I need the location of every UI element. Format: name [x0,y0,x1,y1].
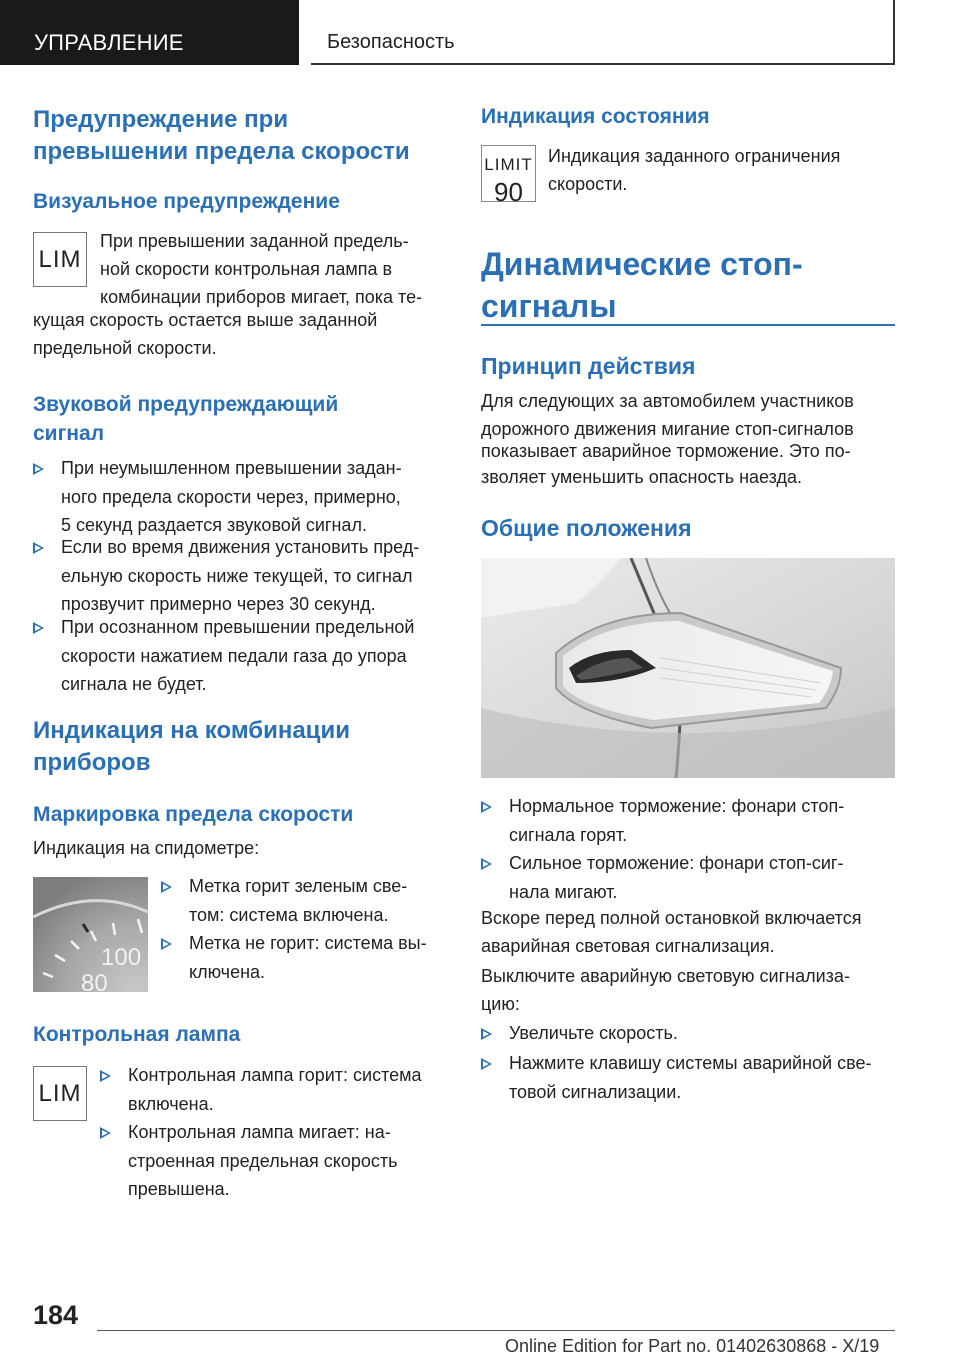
principle-line-3: показывает аварийное торможение. Это по- [481,441,851,461]
general-item-1: Нормальное торможение: фонари стоп- сигнала горят. [481,792,895,849]
lim-lamp-icon: LIM [33,232,87,287]
bullet-triangle-icon [100,1127,111,1139]
bullet-triangle-icon [33,463,44,475]
principle-line-4: зволяет уменьшить опасность наезда. [481,467,803,487]
topic-tab [311,0,895,65]
bullet-triangle-icon [481,1058,492,1070]
marking-item-2: Метка не горит: система вы- ключена. [161,929,451,986]
bullet-triangle-icon [161,938,172,950]
speedo-label-100: 100 [101,944,142,971]
bullet-triangle-icon [33,542,44,554]
principle-line-2: дорожного движения мигание стоп-сигналов [481,419,854,439]
hazard-line-2: аварийная световая сигнализация. [481,936,775,956]
off-line-1: Выключите аварийную световую сигнализа- [481,966,850,986]
speedo-label-80: 80 [81,970,108,992]
heading-speed-marking: Маркировка предела скорости [33,803,354,826]
topic-title: Безопасность [327,31,455,53]
heading-speed-warning: Предупреждение при превышении предела скорости [33,106,410,166]
chapter-title: УПРАВЛЕНИЕ [34,30,184,55]
visual-text-line-5: предельной скорости. [33,338,217,358]
general-item-2: Сильное торможение: фонари стоп-сиг- нала мигают. [481,849,895,906]
visual-text-line-2: ной скорости контрольная лампа в [100,259,393,279]
status-text-line-2: скорости. [548,174,628,194]
visual-text-line-4: кущая скорость остается выше заданной [33,310,378,330]
bullet-triangle-icon [481,1028,492,1040]
off-item-1: Увеличьте скорость. [481,1019,895,1048]
audio-item-2: Если во время движения установить пред- ельную скорость ниже текущей, то сигнал прозвучит примерно через 30 секунд. [33,533,448,619]
bullet-triangle-icon [100,1070,111,1082]
audio-item-3: При осознанном превышении предельной скорости нажатием педали газа до упора сигнала не будет. [33,613,448,699]
marking-text: Индикация на спидометре: [33,838,260,858]
bullet-triangle-icon [161,881,172,893]
off-line-2: цию: [481,994,520,1014]
heading-general: Общие положения [481,515,692,541]
lamp-item-2: Контрольная лампа мигает: на- строенная предельная скорость превышена. [100,1118,450,1204]
heading-principle: Принцип действия [481,353,696,379]
heading-control-lamp: Контрольная лампа [33,1023,241,1046]
heading-rule [481,324,895,326]
visual-text-line-1: При превышении заданной предель- [100,231,409,251]
bullet-triangle-icon [33,622,44,634]
visual-text-line-3: комбинации приборов мигает, пока те- [100,287,423,307]
marking-item-1: Метка горит зеленым све- том: система включена. [161,872,451,929]
footer-rule [97,1330,895,1331]
heading-status-indication: Индикация состояния [481,105,710,128]
heading-audio-warning: Звуковой предупреждающий сигнал [33,393,339,446]
limit-sign-value: 90 [494,177,523,207]
limit-sign-icon [481,145,536,207]
taillight-image [481,558,895,778]
heading-visual-warning: Визуальное предупреждение [33,190,340,213]
heading-dynamic-brake-lights: Динамические стоп-сигналы [481,246,803,324]
audio-item-1: При неумышленном превышении задан- ного предела скорости через, примерно, 5 секунд раздается звуковой сигнал. [33,454,448,540]
bullet-triangle-icon [481,801,492,813]
lamp-item-1: Контрольная лампа горит: система включена. [100,1061,450,1118]
off-item-2: Нажмите клавишу системы аварийной све- товой сигнализации. [481,1049,895,1106]
speedometer-image [33,877,148,992]
page-number: 184 [33,1300,79,1330]
status-text-line-1: Индикация заданного ограничения [548,146,841,166]
limit-sign-top: LIMIT [484,155,533,174]
hazard-line-1: Вскоре перед полной остановкой включается [481,908,862,928]
lim-lamp-icon-2: LIM [33,1066,87,1121]
heading-cluster: Индикация на комбинации приборов [33,717,350,777]
principle-line-1: Для следующих за автомобилем участников [481,391,854,411]
bullet-triangle-icon [481,858,492,870]
chapter-tab [0,0,299,65]
footer-edition: Online Edition for Part no. 01402630868 - X/19 [505,1336,880,1356]
